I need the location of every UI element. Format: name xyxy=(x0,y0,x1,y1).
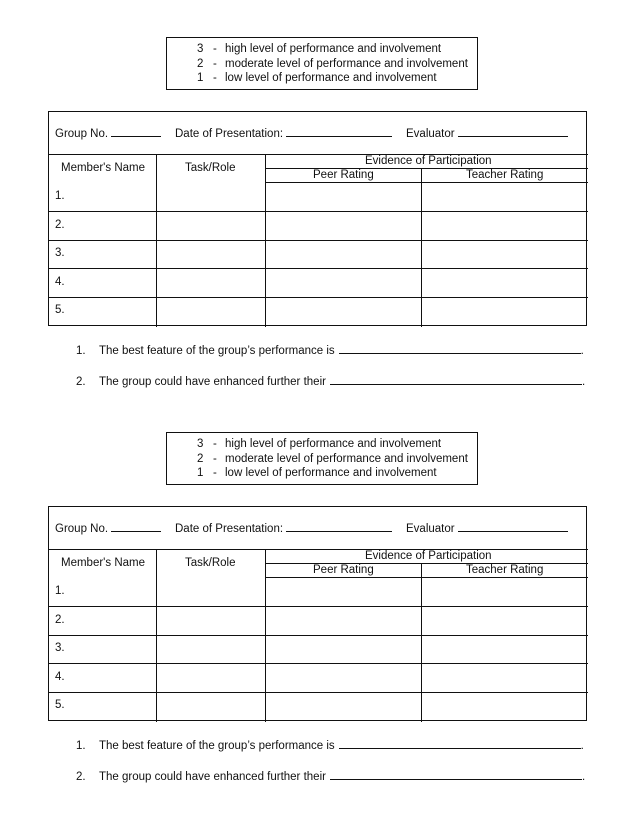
legend-level: 1 xyxy=(197,467,204,479)
group-no-label: Group No. xyxy=(55,523,109,535)
question-2: 2. The group could have enhanced further their . xyxy=(76,771,586,783)
legend-item: 1 - low level of performance and involvement xyxy=(197,467,437,479)
evaluation-form-1 xyxy=(0,0,638,395)
question-1: 1. The best feature of the group’s performance is . xyxy=(76,345,584,357)
row-number: 4. xyxy=(55,276,65,288)
answer-blank[interactable] xyxy=(339,738,581,749)
legend-level: 2 xyxy=(197,57,204,70)
col-member-name: Member's Name xyxy=(61,557,145,569)
evaluator-blank[interactable] xyxy=(458,521,568,532)
answer-blank[interactable] xyxy=(339,343,581,354)
group-no-blank[interactable] xyxy=(111,126,161,137)
legend-desc: moderate level of performance and involvement xyxy=(225,57,468,70)
evaluation-table xyxy=(48,111,587,326)
legend-desc: low level of performance and involvement xyxy=(225,72,437,84)
row-number: 1. xyxy=(55,190,65,202)
col-teacher-rating: Teacher Rating xyxy=(466,564,544,576)
legend-item: 2 - moderate level of performance and involvement xyxy=(197,452,468,465)
date-field[interactable] xyxy=(175,521,392,535)
legend-desc: moderate level of performance and involvement xyxy=(225,452,468,465)
legend-level: 2 xyxy=(197,452,204,465)
legend-level: 3 xyxy=(197,438,204,450)
row-number: 2. xyxy=(55,614,65,626)
row-number: 1. xyxy=(55,585,65,597)
question-text: The best feature of the group’s performance is xyxy=(99,345,335,357)
row-number: 5. xyxy=(55,304,65,316)
answer-blank[interactable] xyxy=(330,374,582,385)
legend-item: 3 - high level of performance and involvement xyxy=(197,438,442,450)
date-label: Date of Presentation: xyxy=(175,128,284,140)
legend-desc: high level of performance and involvement xyxy=(225,43,442,55)
legend-level: 1 xyxy=(197,72,204,84)
row-number: 3. xyxy=(55,247,65,259)
row-number: 4. xyxy=(55,671,65,683)
question-text: The group could have enhanced further their xyxy=(99,376,326,388)
date-blank[interactable] xyxy=(286,126,392,137)
question-text: The best feature of the group’s performance is xyxy=(99,740,335,752)
row-number: 5. xyxy=(55,699,65,711)
rating-legend xyxy=(166,432,478,485)
question-number: 2. xyxy=(76,376,86,388)
evaluator-label: Evaluator xyxy=(406,128,455,140)
col-task-role: Task/Role xyxy=(185,557,236,569)
row-number: 2. xyxy=(55,219,65,231)
legend-desc: high level of performance and involvement xyxy=(225,438,442,450)
group-no-field[interactable] xyxy=(55,521,161,535)
legend-level: 3 xyxy=(197,43,204,55)
col-peer-rating: Peer Rating xyxy=(313,169,374,181)
question-1: 1. The best feature of the group’s performance is . xyxy=(76,740,584,752)
col-teacher-rating: Teacher Rating xyxy=(466,169,544,181)
evaluator-field[interactable] xyxy=(406,521,568,535)
group-no-blank[interactable] xyxy=(111,521,161,532)
group-no-field[interactable] xyxy=(55,126,161,140)
date-blank[interactable] xyxy=(286,521,392,532)
rating-legend xyxy=(166,37,478,90)
group-no-label: Group No. xyxy=(55,128,109,140)
date-field[interactable] xyxy=(175,126,392,140)
evaluation-form-2 xyxy=(0,395,638,790)
date-label: Date of Presentation: xyxy=(175,523,284,535)
evaluation-table xyxy=(48,506,587,721)
evaluator-field[interactable] xyxy=(406,126,568,140)
col-evidence: Evidence of Participation xyxy=(365,155,492,167)
question-2: 2. The group could have enhanced further their . xyxy=(76,376,586,388)
col-peer-rating: Peer Rating xyxy=(313,564,374,576)
question-number: 2. xyxy=(76,771,86,783)
evaluator-blank[interactable] xyxy=(458,126,568,137)
col-evidence: Evidence of Participation xyxy=(365,550,492,562)
question-number: 1. xyxy=(76,740,86,752)
col-task-role: Task/Role xyxy=(185,162,236,174)
answer-blank[interactable] xyxy=(330,769,582,780)
legend-item: 2 - moderate level of performance and involvement xyxy=(197,57,468,70)
row-number: 3. xyxy=(55,642,65,654)
legend-item: 3 - high level of performance and involvement xyxy=(197,43,442,55)
evaluator-label: Evaluator xyxy=(406,523,455,535)
col-member-name: Member's Name xyxy=(61,162,145,174)
legend-desc: low level of performance and involvement xyxy=(225,467,437,479)
legend-item: 1 - low level of performance and involvement xyxy=(197,72,437,84)
question-text: The group could have enhanced further their xyxy=(99,771,326,783)
question-number: 1. xyxy=(76,345,86,357)
